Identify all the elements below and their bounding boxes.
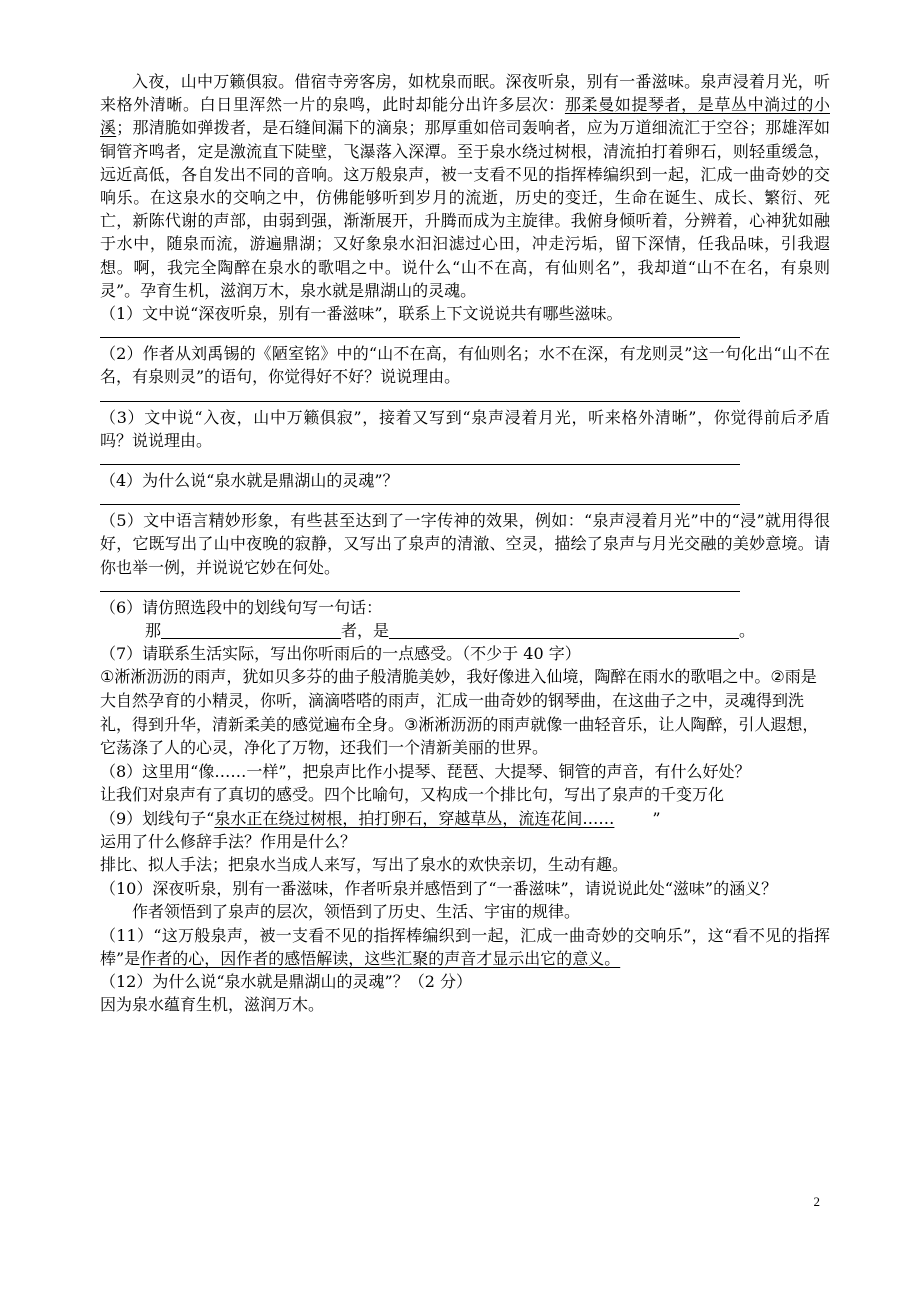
question-2: （2）作者从刘禹锡的《陋室铭》中的“山不在高，有仙则名；水不在深，有龙则灵”这一句化出“山不在名，有泉则灵”的语句，你觉得好不好？说说理由。 — [100, 344, 830, 387]
answer-line-1[interactable] — [100, 325, 740, 338]
fill-suffix: 。 — [739, 621, 756, 641]
q9-prefix: （9）划线句子“ — [100, 808, 215, 828]
underlined-sentence: 那柔曼如提琴者，是草丛中淌过的小溪 — [100, 95, 830, 138]
answer-10: 作者领悟到了泉声的层次，领悟到了历史、生活、宇宙的规律。 — [132, 902, 581, 922]
question-3: （3）文中说“入夜，山中万籁俱寂”，接着又写到“泉声浸着月光，听来格外清晰”，你觉得前后矛盾吗？说说理由。 — [100, 407, 830, 450]
fill-blank-2[interactable] — [389, 622, 739, 639]
q9-close: ” — [652, 808, 661, 828]
question-5: （5）文中语言精妙形象，有些甚至达到了一字传神的效果，例如：“泉声浸着月光”中的“浸”就用得很好，它既写出了山中夜晚的寂静，又写出了泉声的清澈、空灵，描绘了泉声与月光交融的美妙意境。请你也举一例，并说说它妙在何处。 — [100, 511, 830, 577]
passage-text-cont: ；那清脆如弹拨者，是石缝间漏下的滴泉；那厚重如倍司轰响者，应为万道细流汇于空谷；那雄浑如铜管齐鸣者，定是激流直下陡壁，飞瀑落入深潭。至于泉水绕过树根，清流拍打着卵石，则轻重缓急，远近高低，各自发出不同的音响。这万般泉声，被一支看不见的指挥棒编织到一起，汇成一曲奇妙的交响乐。在这泉水的交响之中，仿佛能够听到岁月的流逝，历史的变迁，生命在诞生、成长、繁衍、死亡，新陈代谢的声部，由弱到强，渐渐展开，升腾而成为主旋律。我俯身倾听着，分辨着，心神犹如融于水中，随泉而流，游遍鼎湖；又好象泉水汩汩滤过心田，冲走污垢，留下深情，任我品味，引我遐想。啊，我完全陶醉在泉水的歌唱之中。说什么“山不在高，有仙则名”，我却道“山不在名，有泉则灵”。孕育生机，滋润万木，泉水就是鼎湖山的灵魂。 — [100, 118, 830, 300]
passage-text: 入夜，山中万籁俱寂。借宿寺旁客房，如枕泉而眠。深夜听泉，别有一番滋味。泉声浸着月光，听来格外清晰。白日里浑然一片的泉鸣，此时却能分出许多层次： — [100, 72, 830, 115]
answer-7: ①淅淅沥沥的雨声，犹如贝多芬的曲子般清脆美妙，我好像进入仙境，陶醉在雨水的歌唱之中。②雨是大自然孕育的小精灵，你听，滴滴嗒嗒的雨声，汇成一曲奇妙的钢琴曲，在这曲子之中，灵魂得到洗礼，得到升华，清新柔美的感觉遍布全身。③淅淅沥沥的雨声就像一曲轻音乐，让人陶醉，引人遐想，它荡涤了人的心灵，净化了万物，还我们一个清新美丽的世界。 — [100, 667, 819, 758]
question-10: （10）深夜听泉，别有一番滋味，作者听泉并感悟到了“一番滋味”，请说说此处“滋味”的涵义？ — [100, 879, 778, 899]
question-1: （1）文中说“深夜听泉，别有一番滋味”，联系上下文说说共有哪些滋味。 — [100, 304, 623, 324]
answer-12: 因为泉水蕴育生机，滋润万木。 — [100, 995, 325, 1015]
question-4: （4）为什么说“泉水就是鼎湖山的灵魂”？ — [100, 471, 399, 491]
answer-9: 排比、拟人手法；把泉水当成人来写，写出了泉水的欢快亲切，生动有趣。 — [100, 855, 629, 875]
page-number: 2 — [813, 1194, 820, 1209]
question-12: （12）为什么说“泉水就是鼎湖山的灵魂”？（2 分） — [100, 972, 472, 992]
q11-text: （11）“这万般泉声，被一支看不见的指挥棒编织到一起，汇成一曲奇妙的交响乐”，这“看不见的指挥棒”是 — [100, 925, 830, 969]
question-6-fill — [100, 619, 830, 642]
answer-line-2[interactable] — [100, 389, 740, 402]
document-page — [100, 70, 830, 1017]
question-11 — [100, 924, 830, 970]
q11-underlined: 作者的心，因作者的感悟解读，这些汇聚的声音才显示出它的意义。 — [140, 949, 621, 969]
q9-underlined: 泉水正在绕过树根，拍打卵石，穿越草丛，流连花间…… — [214, 808, 615, 828]
fill-middle: 者，是 — [341, 621, 390, 641]
passage-paragraph — [100, 70, 830, 302]
fill-blank-1[interactable] — [161, 622, 341, 639]
question-7: （7）请联系生活实际，写出你听雨后的一点感受。（不少于 40 字） — [100, 644, 581, 664]
answer-8: 让我们对泉声有了真切的感受。四个比喻句，又构成一个排比句，写出了泉声的千变万化 — [100, 785, 725, 805]
answer-line-4[interactable] — [100, 492, 740, 505]
question-9-cont: 运用了什么修辞手法？作用是什么？ — [100, 831, 357, 851]
answer-line-3[interactable] — [100, 452, 740, 465]
answer-line-5[interactable] — [100, 579, 740, 592]
fill-prefix: 那 — [145, 621, 162, 641]
question-6: （6）请仿照选段中的划线句写一句话： — [100, 597, 383, 617]
question-8: （8）这里用“像……一样”，把泉声比作小提琴、琵琶、大提琴、铜管的声音，有什么好处？ — [100, 761, 751, 781]
question-9 — [100, 807, 830, 830]
